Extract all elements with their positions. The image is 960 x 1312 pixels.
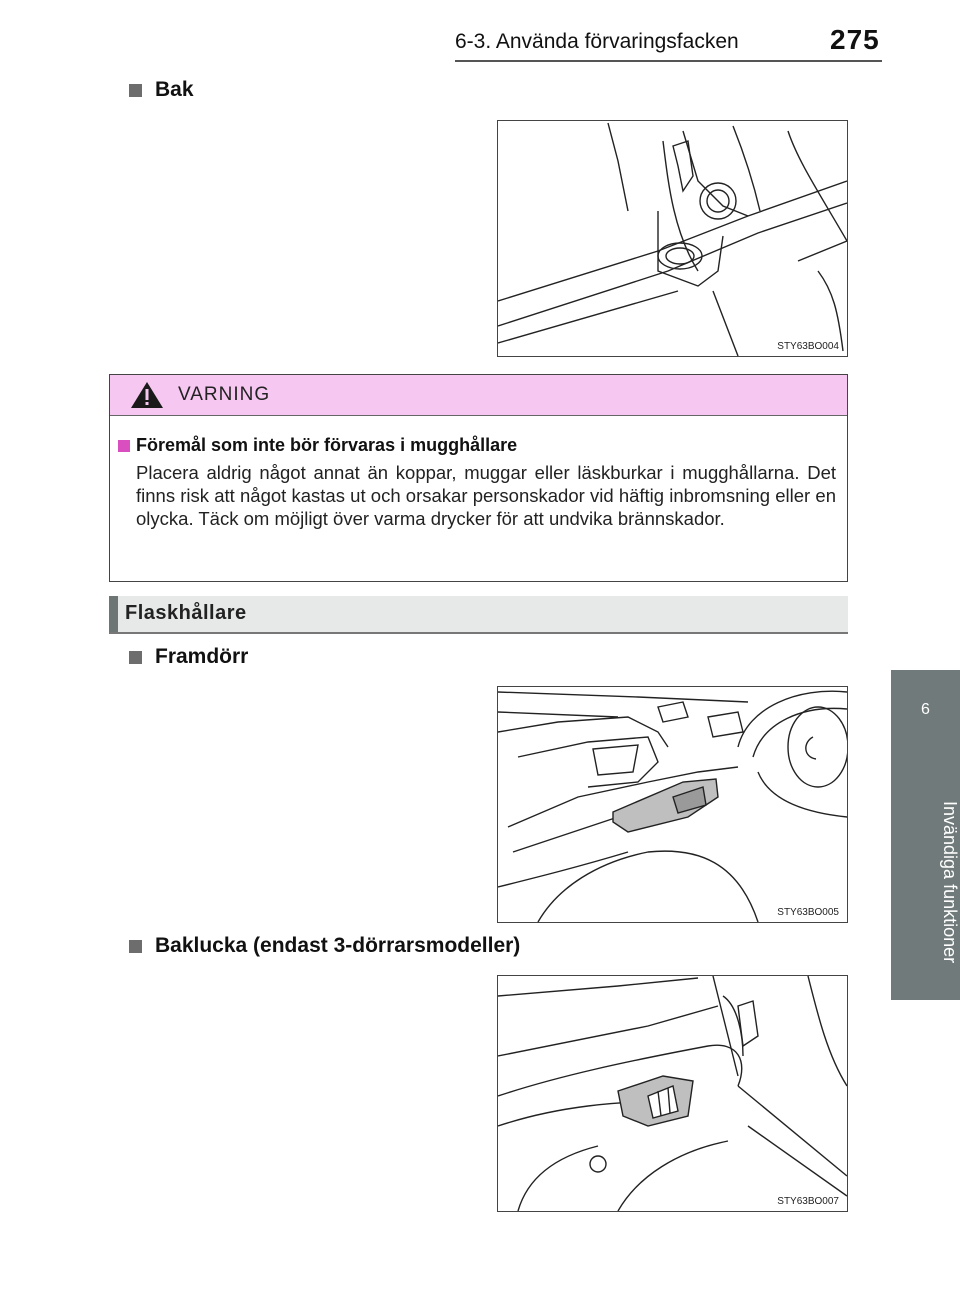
front-door-bottle-holder-illustration-icon bbox=[498, 687, 847, 922]
heading-rear-text: Bak bbox=[155, 78, 194, 101]
heading-tailgate-text: Baklucka (endast 3-dörrarsmodeller) bbox=[155, 934, 521, 957]
tailgate-bottle-holder-illustration-icon bbox=[498, 976, 847, 1211]
figure-rear-cup-holder bbox=[497, 120, 848, 357]
figure-code-rear: STY63BO004 bbox=[777, 341, 839, 352]
warning-bullet-icon bbox=[118, 440, 130, 452]
section-title: Flaskhållare bbox=[125, 602, 247, 624]
header-rule bbox=[455, 60, 882, 62]
square-bullet-icon bbox=[129, 84, 142, 97]
square-bullet-icon bbox=[129, 940, 142, 953]
chapter-tab-title: Invändiga funktioner bbox=[940, 800, 960, 964]
running-header-section-title: 6-3. Använda förvaringsfacken bbox=[455, 30, 739, 53]
figure-front-door-bottle-holder bbox=[497, 686, 848, 923]
warning-title: VARNING bbox=[178, 384, 271, 405]
warning-triangle-icon bbox=[130, 381, 164, 409]
warning-body-text: Placera aldrig något annat än koppar, muggar eller läskburkar i mugghållarna. Det finns risk att något kastas ut och orsakar personskador vid häftig inbromsning eller en olycka. Täck om möjligt över varma drycker för att undvika brännskador. bbox=[136, 462, 836, 529]
square-bullet-icon bbox=[129, 651, 142, 664]
page-number: 275 bbox=[830, 24, 880, 55]
warning-box bbox=[109, 374, 848, 582]
heading-front-door bbox=[129, 645, 248, 669]
heading-rear bbox=[129, 78, 194, 102]
figure-tailgate-bottle-holder bbox=[497, 975, 848, 1212]
warning-subheading bbox=[118, 435, 517, 456]
warning-subheading-text: Föremål som inte bör förvaras i mugghållare bbox=[136, 435, 518, 455]
figure-code-tailgate: STY63BO007 bbox=[777, 1196, 839, 1207]
heading-tailgate bbox=[129, 934, 520, 958]
warning-header bbox=[110, 375, 847, 416]
chapter-tab-number: 6 bbox=[891, 670, 960, 750]
figure-code-front-door: STY63BO005 bbox=[777, 907, 839, 918]
section-title-bar bbox=[109, 596, 848, 634]
rear-cup-holder-illustration-icon bbox=[498, 121, 847, 356]
section-bar-accent bbox=[109, 596, 118, 632]
heading-front-door-text: Framdörr bbox=[155, 645, 249, 668]
